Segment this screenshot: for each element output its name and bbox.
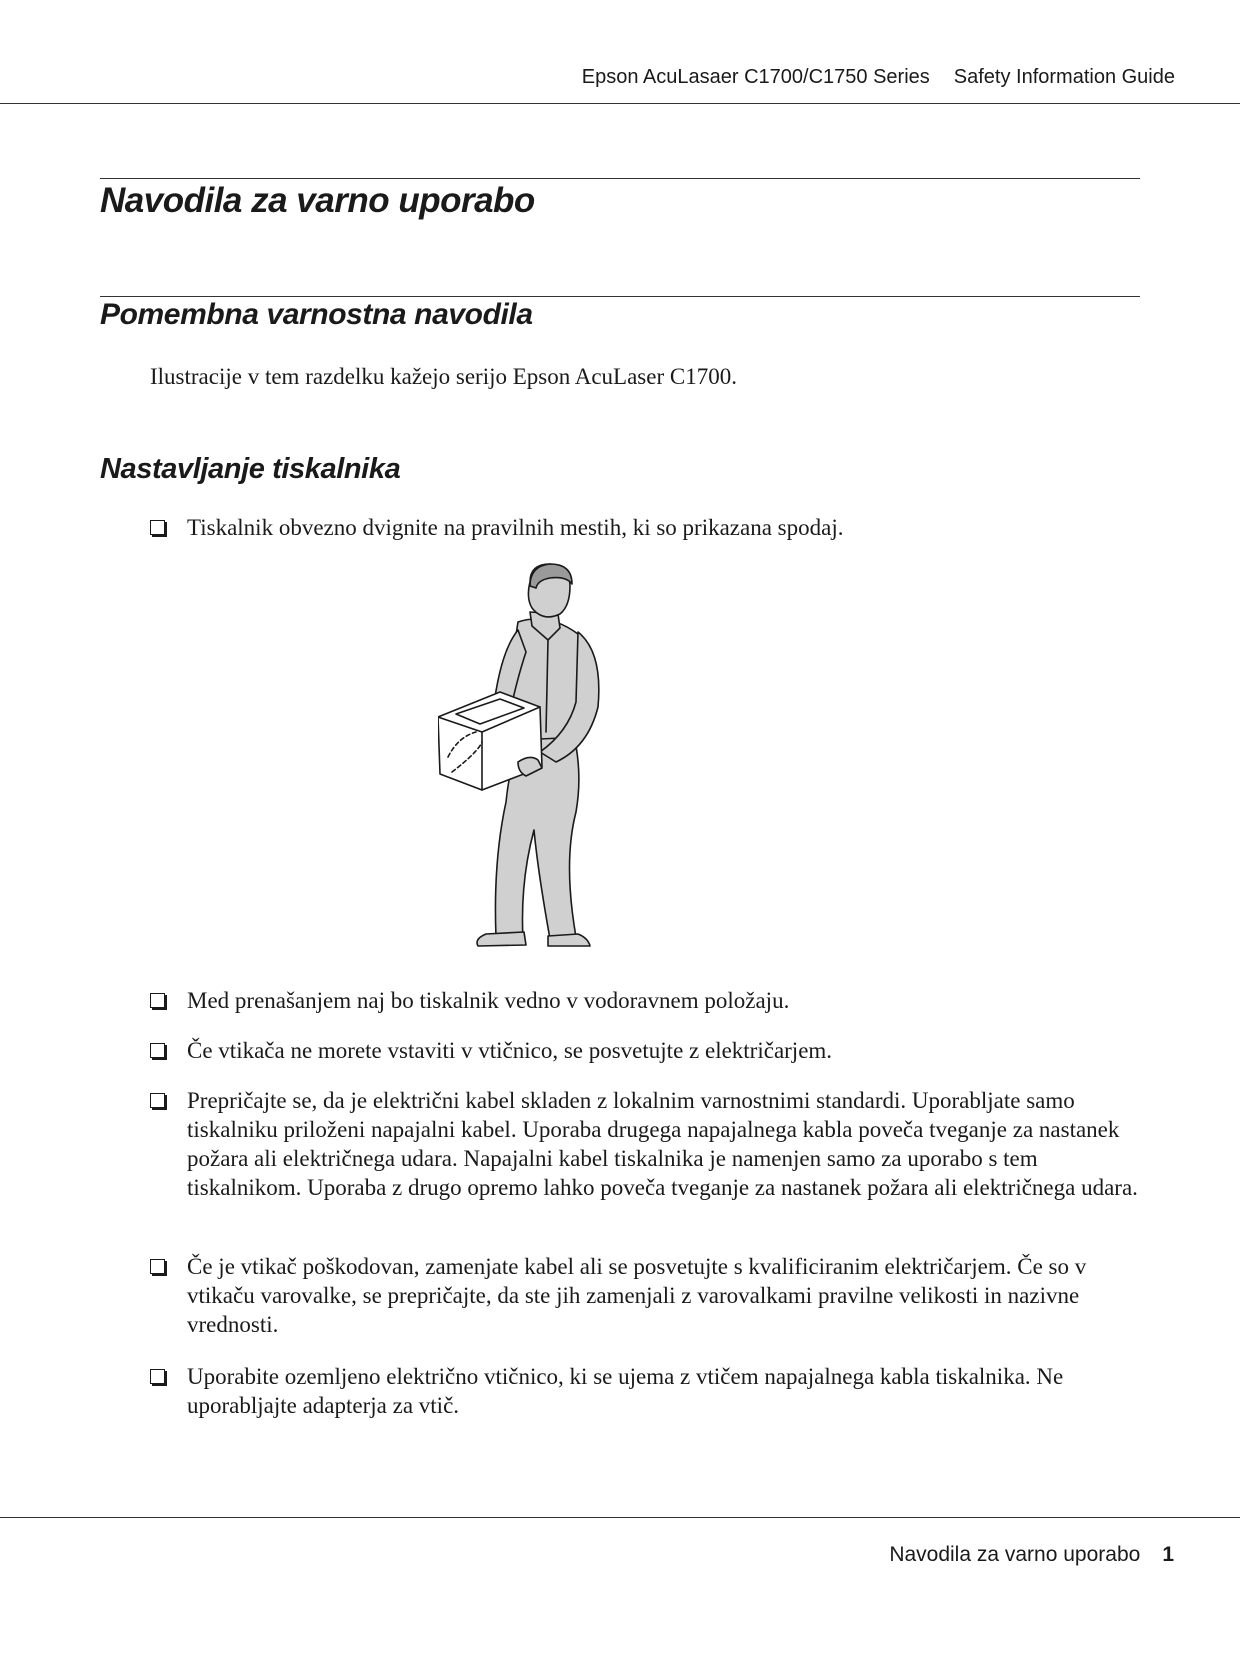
list-item: [150, 1086, 1142, 1202]
page-title: Navodila za varno uporabo: [100, 181, 535, 220]
list-item-text: Uporabite ozemljeno električno vtičnico, ki se ujema z vtičem napajalnega kabla tiskalnika. Ne uporabljajte adapterja za vtič.: [187, 1364, 1064, 1418]
list-item: [150, 513, 1142, 542]
checkbox-bullet-icon: [150, 520, 165, 535]
list-item: [150, 986, 1142, 1015]
header-guide-name: Safety Information Guide: [953, 66, 1175, 88]
checkbox-bullet-icon: [150, 993, 165, 1008]
footer-rule: [0, 1517, 1240, 1518]
running-footer: [889, 1543, 1174, 1567]
footer-section-name: Navodila za varno uporabo: [889, 1543, 1141, 1566]
section-intro: Ilustracije v tem razdelku kažejo serijo Epson AcuLaser C1700.: [150, 364, 737, 389]
person-carrying-printer-illustration: [438, 562, 638, 947]
header-product-name: Epson AcuLasaer C1700/C1750 Series: [581, 66, 930, 88]
list-item: [150, 1252, 1142, 1339]
header-rule: [0, 103, 1240, 104]
section-heading: Pomembna varnostna navodila: [100, 298, 533, 331]
page-number: 1: [1162, 1543, 1174, 1566]
checkbox-bullet-icon: [150, 1043, 165, 1058]
section-rule: [100, 296, 1140, 297]
list-item: [150, 1036, 1142, 1065]
subsection-heading: Nastavljanje tiskalnika: [100, 453, 401, 485]
checkbox-bullet-icon: [150, 1093, 165, 1108]
running-header: [582, 66, 1175, 89]
list-item-text: Prepričajte se, da je električni kabel skladen z lokalnim varnostnimi standardi. Uporabljate samo tiskalniku priloženi napajalni kabel. Uporaba drugega napajalnega kabla poveča tveganje za nastanek požara ali električnega udara. Napajalni kabel tiskalnika je namenjen samo za uporabo s tem tiskalnikom. Uporaba z drugo opremo lahko poveča tveganje za nastanek požara ali električnega udara.: [187, 1088, 1138, 1200]
list-item-text: Tiskalnik obvezno dvignite na pravilnih mestih, ki so prikazana spodaj.: [187, 515, 844, 540]
list-item: [150, 1362, 1142, 1420]
checkbox-bullet-icon: [150, 1369, 165, 1384]
title-rule: [100, 178, 1140, 179]
list-item-text: Če vtikača ne morete vstaviti v vtičnico, se posvetujte z električarjem.: [187, 1038, 833, 1063]
list-item-text: Med prenašanjem naj bo tiskalnik vedno v vodoravnem položaju.: [187, 988, 790, 1013]
checkbox-bullet-icon: [150, 1259, 165, 1274]
list-item-text: Če je vtikač poškodovan, zamenjate kabel ali se posvetujte s kvalificiranim električarjem. Če so v vtikaču varovalke, se prepričajte, da ste jih zamenjali z varovalkami pravilne velikosti in nazivne vrednosti.: [187, 1254, 1087, 1337]
